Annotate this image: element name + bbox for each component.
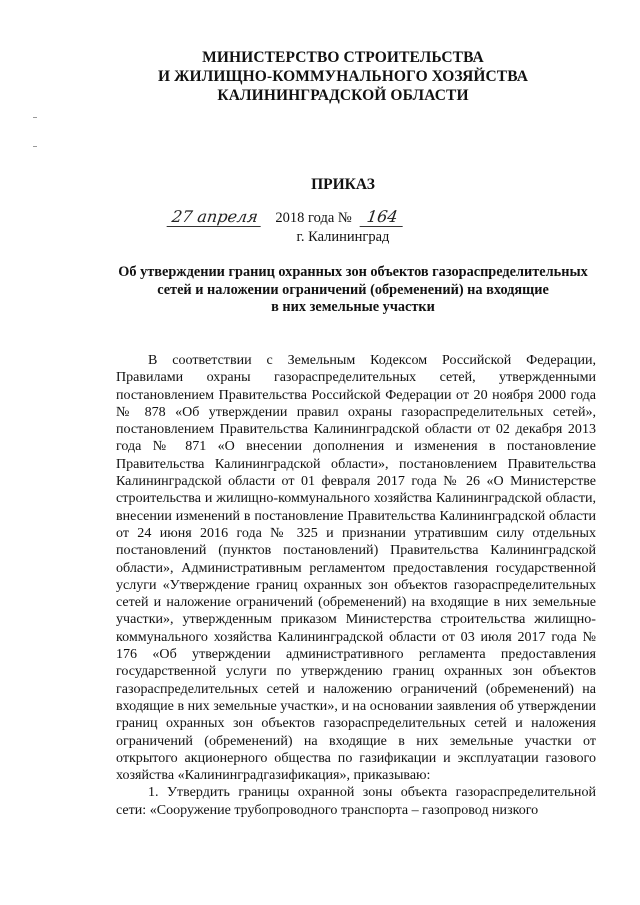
order-subject <box>108 264 598 317</box>
scan-mark <box>33 117 37 118</box>
handwritten-date: 27 апреля <box>167 207 264 227</box>
body-paragraph-preamble: В соответствии с Земельным Кодексом Российской Федерации, Правилами охраны газораспределительных сетей, утвержденными постановлением Правительства Российской Федерации от 20 ноября 2000 года № 878 «Об утверждении правил охраны газораспределительных сетей», постановлением Правительства Калининградской области от 02 декабря 2013 года № 871 «О внесении дополнения и изменения в постановление Правительства Калининградской области», постановлением Правительства Калининградской области от 01 февраля 2017 года № 26 «О Министерстве строительства и жилищно-коммунального хозяйства Калининградской области, внесении изменений в постановление Правительства Калининградской области от 24 июня 2016 года № 325 и признании утратившим силу отдельных постановлений (пунктов постановлений) Правительства Калининградской области», Административным регламентом предоставления государственной услуги «Утверждение границ охранных зон объектов газораспределительных сетей и наложение ограничений (обременений) на входящие в них земельные участки», утвержденным приказом Министерства строительства жилищно-коммунального хозяйства Калининградской области от 03 июля 2017 года № 176 «Об утверждении административного регламента предоставления государственной услуги по утверждению границ охранных зон объектов газораспределительных сетей и наложению ограничений (обременений) на входящие в них земельные участки», и на основании заявления об утверждении границ охранных зон объектов газораспределительных сетей и наложения ограничений (обременений) на входящие в них земельные участки от открытого акционерного общества по газификации и эксплуатации газового хозяйства «Калининградгазификация», приказываю: <box>116 352 596 784</box>
body-paragraph-item-1: 1. Утвердить границы охранной зоны объекта газораспределительной сети: «Сооружение трубопроводного транспорта – газопровод низкого <box>116 784 596 818</box>
order-date-line <box>168 207 404 227</box>
subject-line-3: в них земельные участки <box>271 299 435 315</box>
order-city: г. Калининград <box>296 229 390 245</box>
subject-line-2: сетей и наложении ограничений (обременений) на входящие <box>157 281 549 298</box>
order-body <box>116 352 596 819</box>
scan-mark <box>33 146 37 147</box>
ministry-line-1: МИНИСТЕРСТВО СТРОИТЕЛЬСТВА <box>202 49 484 66</box>
order-title: ПРИКАЗ <box>311 176 375 193</box>
handwritten-number: 164 <box>360 207 405 227</box>
ministry-line-2: И ЖИЛИЩНО-КОММУНАЛЬНОГО ХОЗЯЙСТВА <box>157 68 529 85</box>
ministry-header <box>0 48 640 105</box>
subject-line-1: Об утверждении границ охранных зон объектов газораспределительных <box>118 264 588 280</box>
ministry-line-3: КАЛИНИНГРАДСКОЙ ОБЛАСТИ <box>217 87 469 104</box>
order-year-text: 2018 года № <box>275 210 352 226</box>
